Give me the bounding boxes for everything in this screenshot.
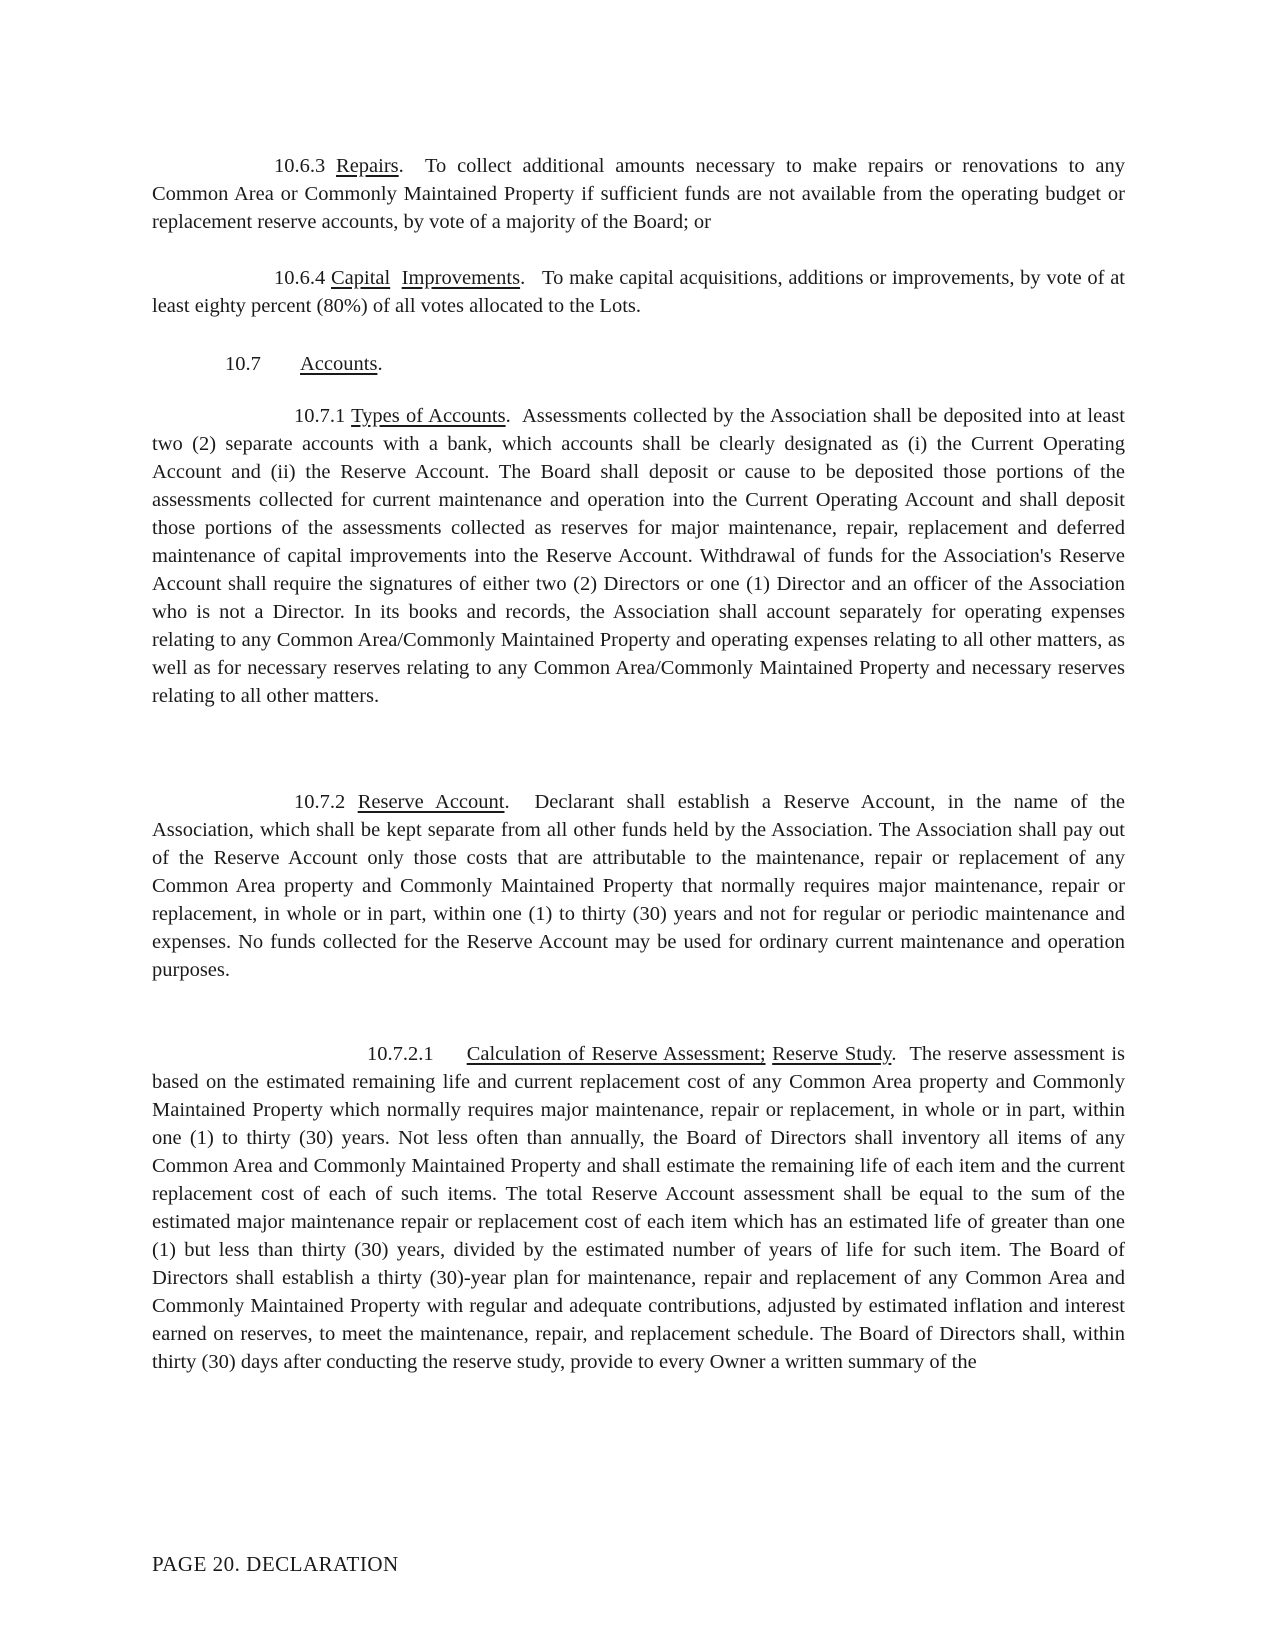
section-title: Types of Accounts xyxy=(351,405,506,427)
page-footer: PAGE 20. DECLARATION xyxy=(152,1552,399,1576)
paragraph-10-6-3: 10.6.3 Repairs. To collect additional amounts necessary to make repairs or renovations to any Common Area or Commonly Maintained Property if sufficient funds are not available from the operating budget or replacement reserve accounts, by vote of a majority of the Board; or xyxy=(152,155,1125,233)
paragraph-10-7-2-1: 10.7.2.1 Calculation of Reserve Assessment; Reserve Study. The reserve assessment is based on the estimated remaining life and current replacement cost of any Common Area property and Commonly Maintained Property which normally requires major maintenance, repair or replacement, in whole or in part, within one (1) to thirty (30) years. Not less often than annually, the Board of Directors shall inventory all items of any Common Area and Commonly Maintained Property and shall estimate the remaining life of each item and the current replacement cost of each of such items. The total Reserve Account assessment shall be equal to the sum of the estimated major maintenance repair or replacement cost of each item which has an estimated life of greater than one (1) but less than thirty (30) years, divided by the estimated number of years of life for such item. The Board of Directors shall establish a thirty (30)-year plan for maintenance, repair and replacement of any Common Area and Commonly Maintained Property with regular and adequate contributions, adjusted by estimated inflation and interest earned on reserves, to meet the maintenance, repair, and replacement schedule. The Board of Directors shall, within thirty (30) days after conducting the reserve study, provide to every Owner a written summary of the xyxy=(152,1043,1126,1373)
section-text: Assessments collected by the Association shall be deposited into at least two (2) separate accounts with a bank, which accounts shall be clearly designated as (i) the Current Operating Account and (ii) the Reserve Account. The Board shall deposit or cause to be deposited those portions of the assessments collected for current maintenance and operation into the Current Operating Account and shall deposit those portions of the assessments collected as reserves for major maintenance, repair, replacement and deferred maintenance of capital improvements into the Reserve Account. Withdrawal of funds for the Association's Reserve Account shall require the signatures of either two (2) Directors or one (1) Director and an officer of the Association who is not a Director. In its books and records, the Association shall account separately for operating expenses relating to any Common Area/Commonly Maintained Property and operating expenses relating to all other matters, as well as for necessary reserves relating to any Common Area/Commonly Maintained Property and necessary reserves relating to all other matters. xyxy=(152,405,1125,707)
section-title: Reserve Account xyxy=(357,791,505,813)
section-number: 10.6.4 xyxy=(274,267,326,289)
section-text: The reserve assessment is based on the estimated remaining life and current replacement cost of any Common Area property and Commonly Maintained Property which normally requires major maintenance, repair or replacement, in whole or in part, within one (1) to thirty (30) years. Not less often than annually, the Board of Directors shall inventory all items of any Common Area and Commonly Maintained Property and shall estimate the remaining life of each item and the current replacement cost of each of such items. The total Reserve Account assessment shall be equal to the sum of the estimated major maintenance repair or replacement cost of each item which has an estimated life of greater than one (1) but less than thirty (30) years, divided by the estimated number of years of life for such item. The Board of Directors shall establish a thirty (30)-year plan for maintenance, repair and replacement of any Common Area and Commonly Maintained Property with regular and adequate contributions, adjusted by estimated inflation and interest earned on reserves, to meet the maintenance, repair, and replacement schedule. The Board of Directors shall, within thirty (30) days after conducting the reserve study, provide to every Owner a written summary of the xyxy=(152,1043,1126,1373)
section-number: 10.7.2 xyxy=(294,791,346,813)
section-number: 10.7 xyxy=(225,353,261,375)
section-number: 10.7.2.1 xyxy=(367,1043,434,1065)
section-title-part2: Reserve Study xyxy=(772,1043,892,1065)
section-text: Declarant shall establish a Reserve Account, in the name of the Association, which shall be kept separate from all other funds held by the Association. The Association shall pay out of the Reserve Account only those costs that are attributable to the maintenance, repair or replacement of any Common Area property and Commonly Maintained Property that normally requires major maintenance, repair or replacement, in whole or in part, within one (1) to thirty (30) years and not for regular or periodic maintenance and expenses. No funds collected for the Reserve Account may be used for ordinary current maintenance and operation purposes. xyxy=(152,791,1126,981)
section-title-part2: Improvements xyxy=(401,267,521,289)
section-number: 10.6.3 xyxy=(274,155,326,177)
section-title-part1: Calculation of Reserve Assessment; xyxy=(466,1043,766,1065)
section-text: To make capital acquisitions, additions or improvements, by vote of at least eighty percent (80%) of all votes allocated to the Lots. xyxy=(152,267,1126,317)
paragraph-10-7-2: 10.7.2 Reserve Account. Declarant shall establish a Reserve Account, in the name of the Association, which shall be kept separate from all other funds held by the Association. The Association shall pay out of the Reserve Account only those costs that are attributable to the maintenance, repair or replacement of any Common Area property and Commonly Maintained Property that normally requires major maintenance, repair or replacement, in whole or in part, within one (1) to thirty (30) years and not for regular or periodic maintenance and expenses. No funds collected for the Reserve Account may be used for ordinary current maintenance and operation purposes. xyxy=(152,791,1126,981)
section-title-part1: Capital xyxy=(330,267,391,289)
section-title: Accounts xyxy=(300,353,378,375)
document-page xyxy=(152,0,1125,1650)
heading-10-7: 10.7 Accounts. xyxy=(225,350,383,378)
section-number: 10.7.1 xyxy=(294,405,346,427)
paragraph-10-7-1: 10.7.1 Types of Accounts. Assessments collected by the Association shall be deposited into at least two (2) separate accounts with a bank, which accounts shall be clearly designated as (i) the Current Operating Account and (ii) the Reserve Account. The Board shall deposit or cause to be deposited those portions of the assessments collected for current maintenance and operation into the Current Operating Account and shall deposit those portions of the assessments collected as reserves for major maintenance, repair, replacement and deferred maintenance of capital improvements into the Reserve Account. Withdrawal of funds for the Association's Reserve Account shall require the signatures of either two (2) Directors or one (1) Director and an officer of the Association who is not a Director. In its books and records, the Association shall account separately for operating expenses relating to any Common Area/Commonly Maintained Property and operating expenses relating to all other matters, as well as for necessary reserves relating to any Common Area/Commonly Maintained Property and necessary reserves relating to all other matters. xyxy=(152,405,1125,707)
section-title: Repairs xyxy=(336,155,399,177)
section-text: To collect additional amounts necessary to make repairs or renovations to any Common Area or Commonly Maintained Property if sufficient funds are not available from the operating budget or replacement reserve accounts, by vote of a majority of the Board; or xyxy=(152,155,1125,233)
paragraph-10-6-4: 10.6.4 Capital Improvements. To make capital acquisitions, additions or improvements, by vote of at least eighty percent (80%) of all votes allocated to the Lots. xyxy=(152,267,1126,317)
